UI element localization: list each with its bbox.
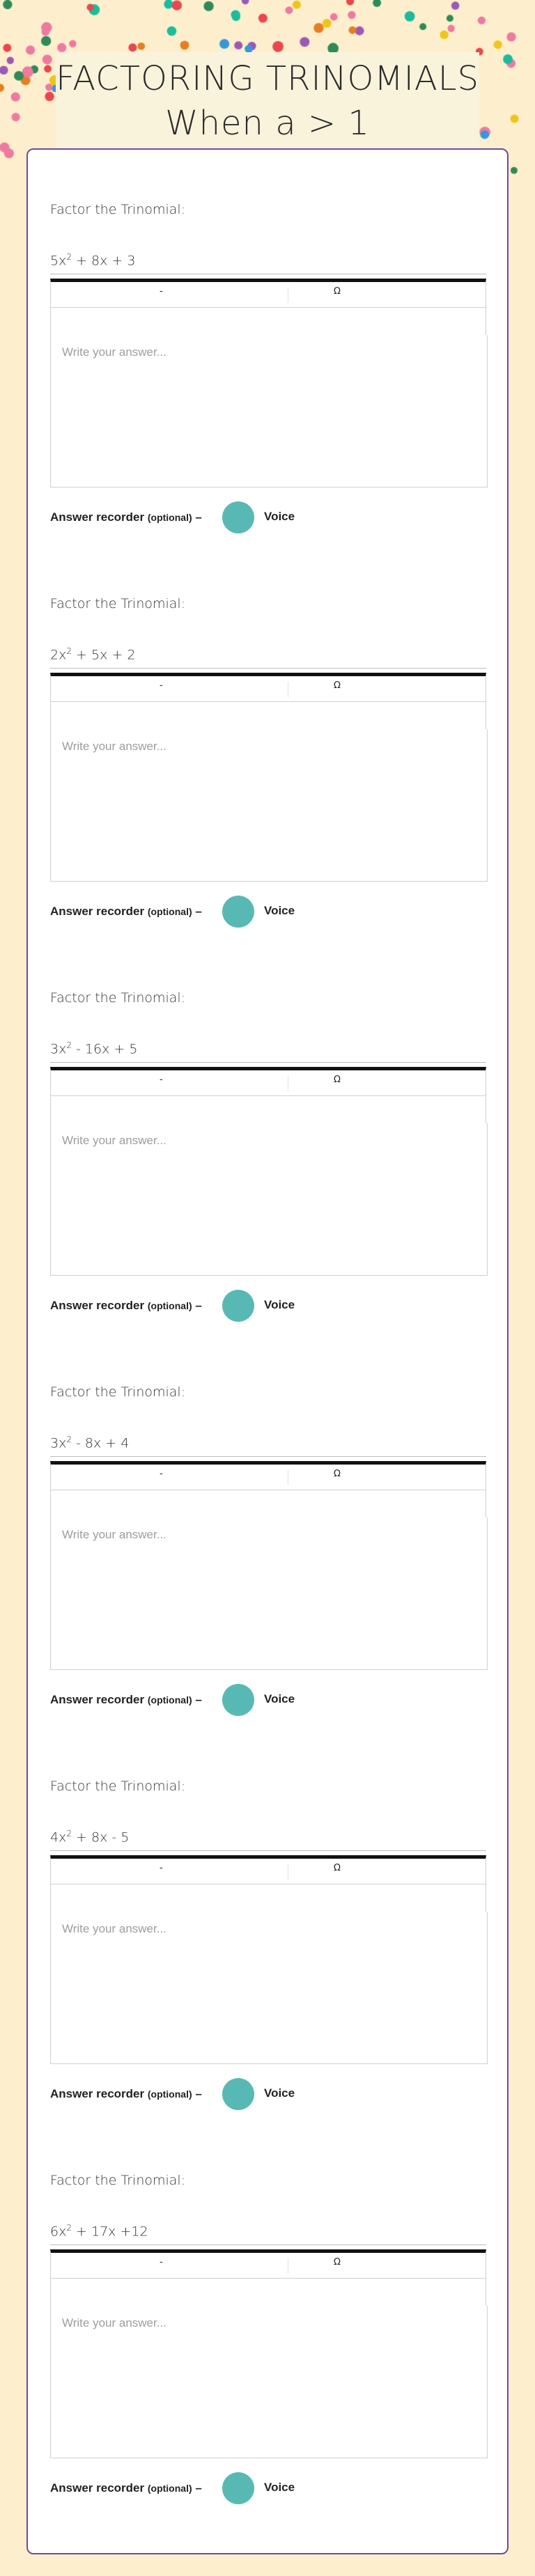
exponent: 2 <box>66 2223 72 2233</box>
editor-toolbar <box>50 279 486 336</box>
minus-button[interactable]: - <box>160 286 163 297</box>
recorder-dash: – <box>192 2087 202 2100</box>
omega-button[interactable]: Ω <box>334 1863 341 1873</box>
minus-button[interactable]: - <box>160 1075 163 1085</box>
exponent: 2 <box>66 646 72 656</box>
expression-rest: + 8x - 5 <box>71 1829 130 1845</box>
answer-recorder-label <box>50 905 202 919</box>
answer-placeholder: Write your answer... <box>62 1134 166 1147</box>
editor-toolbar <box>50 2249 486 2306</box>
worksheet-card <box>26 148 509 2554</box>
editor-toolbar <box>50 673 486 730</box>
recorder-optional: (optional) <box>147 2483 192 2494</box>
record-voice-button[interactable] <box>222 501 254 533</box>
trinomial-expression <box>50 1829 129 1845</box>
expression-rest: - 16x + 5 <box>71 1041 138 1057</box>
recorder-optional: (optional) <box>147 2089 192 2100</box>
exponent: 2 <box>66 1040 72 1050</box>
recorder-dash: – <box>192 1693 202 1706</box>
voice-label: Voice <box>264 2481 295 2494</box>
record-voice-button[interactable] <box>222 2472 254 2504</box>
expression-underline <box>50 1062 486 1063</box>
toolbar-divider-bar <box>51 2278 486 2279</box>
voice-label: Voice <box>264 2086 295 2100</box>
trinomial-expression <box>50 2223 148 2239</box>
expression-rest: + 5x + 2 <box>71 647 136 663</box>
trinomial-expression <box>50 1040 137 1056</box>
toolbar-divider-bar <box>51 307 486 308</box>
expression-underline <box>50 668 486 669</box>
omega-button[interactable]: Ω <box>334 2257 341 2267</box>
exponent: 2 <box>66 1435 72 1444</box>
expression-underline <box>50 1850 486 1851</box>
recorder-text: Answer recorder <box>50 2481 145 2495</box>
title-banner <box>56 52 479 148</box>
question-label: Factor the Trinomial: <box>50 1384 186 1400</box>
answer-textarea[interactable] <box>50 1123 488 1276</box>
recorder-text: Answer recorder <box>50 1299 145 1312</box>
expression-lead: 3x <box>50 1435 67 1451</box>
expression-lead: 5x <box>50 253 67 269</box>
recorder-dash: – <box>192 2481 202 2495</box>
answer-recorder-label <box>50 1299 202 1313</box>
editor-toolbar <box>50 1855 486 1912</box>
answer-recorder-label <box>50 2481 202 2495</box>
recorder-optional: (optional) <box>147 1694 192 1705</box>
omega-button[interactable]: Ω <box>334 1469 341 1479</box>
expression-lead: 3x <box>50 1041 67 1057</box>
answer-recorder-label <box>50 1693 202 1707</box>
answer-textarea[interactable] <box>50 1517 488 1670</box>
expression-lead: 2x <box>50 647 67 663</box>
question-label: Factor the Trinomial: <box>50 202 186 217</box>
question-label: Factor the Trinomial: <box>50 990 186 1006</box>
recorder-optional: (optional) <box>147 906 192 917</box>
answer-recorder-label <box>50 2087 202 2101</box>
minus-button[interactable]: - <box>160 680 163 691</box>
trinomial-expression <box>50 646 135 662</box>
question-label: Factor the Trinomial: <box>50 1779 186 1794</box>
title-line-2: When a > 1 <box>165 104 370 143</box>
recorder-dash: – <box>192 905 202 918</box>
minus-button[interactable]: - <box>160 2257 163 2267</box>
expression-rest: + 8x + 3 <box>71 253 136 269</box>
recorder-text: Answer recorder <box>50 510 145 524</box>
answer-textarea[interactable] <box>50 1912 488 2064</box>
expression-lead: 4x <box>50 1829 67 1845</box>
editor-toolbar <box>50 1067 486 1124</box>
omega-button[interactable]: Ω <box>334 680 341 691</box>
answer-textarea[interactable] <box>50 335 488 487</box>
answer-placeholder: Write your answer... <box>62 345 166 359</box>
minus-button[interactable]: - <box>160 1469 163 1479</box>
omega-button[interactable]: Ω <box>334 1075 341 1085</box>
voice-label: Voice <box>264 510 295 523</box>
trinomial-expression <box>50 252 135 268</box>
exponent: 2 <box>66 1829 72 1839</box>
voice-label: Voice <box>264 1692 295 1705</box>
answer-placeholder: Write your answer... <box>62 1528 166 1541</box>
answer-textarea[interactable] <box>50 2306 488 2458</box>
recorder-text: Answer recorder <box>50 2087 145 2100</box>
answer-textarea[interactable] <box>50 729 488 882</box>
voice-label: Voice <box>264 1298 295 1311</box>
minus-button[interactable]: - <box>160 1863 163 1873</box>
recorder-dash: – <box>192 1299 202 1312</box>
recorder-optional: (optional) <box>147 1300 192 1311</box>
exponent: 2 <box>66 252 72 262</box>
toolbar-divider-bar <box>51 1095 486 1096</box>
trinomial-expression <box>50 1435 129 1451</box>
omega-button[interactable]: Ω <box>334 286 341 297</box>
question-label: Factor the Trinomial: <box>50 2173 186 2188</box>
title-line-1: FACTORING TRINOMIALS <box>56 59 479 98</box>
expression-rest: - 8x + 4 <box>71 1435 130 1451</box>
answer-placeholder: Write your answer... <box>62 2316 166 2329</box>
recorder-text: Answer recorder <box>50 905 145 918</box>
expression-lead: 6x <box>50 2224 67 2240</box>
question-label: Factor the Trinomial: <box>50 596 186 611</box>
record-voice-button[interactable] <box>222 1684 254 1716</box>
record-voice-button[interactable] <box>222 1290 254 1322</box>
answer-placeholder: Write your answer... <box>62 1922 166 1935</box>
voice-label: Voice <box>264 904 295 917</box>
answer-recorder-label <box>50 510 202 524</box>
answer-placeholder: Write your answer... <box>62 740 166 753</box>
recorder-text: Answer recorder <box>50 1693 145 1706</box>
expression-rest: + 17x +12 <box>71 2224 148 2240</box>
recorder-dash: – <box>192 510 202 524</box>
record-voice-button[interactable] <box>222 2078 254 2110</box>
record-voice-button[interactable] <box>222 896 254 928</box>
toolbar-divider-bar <box>51 701 486 702</box>
expression-underline <box>50 1456 486 1457</box>
editor-toolbar <box>50 1461 486 1518</box>
recorder-optional: (optional) <box>147 512 192 523</box>
